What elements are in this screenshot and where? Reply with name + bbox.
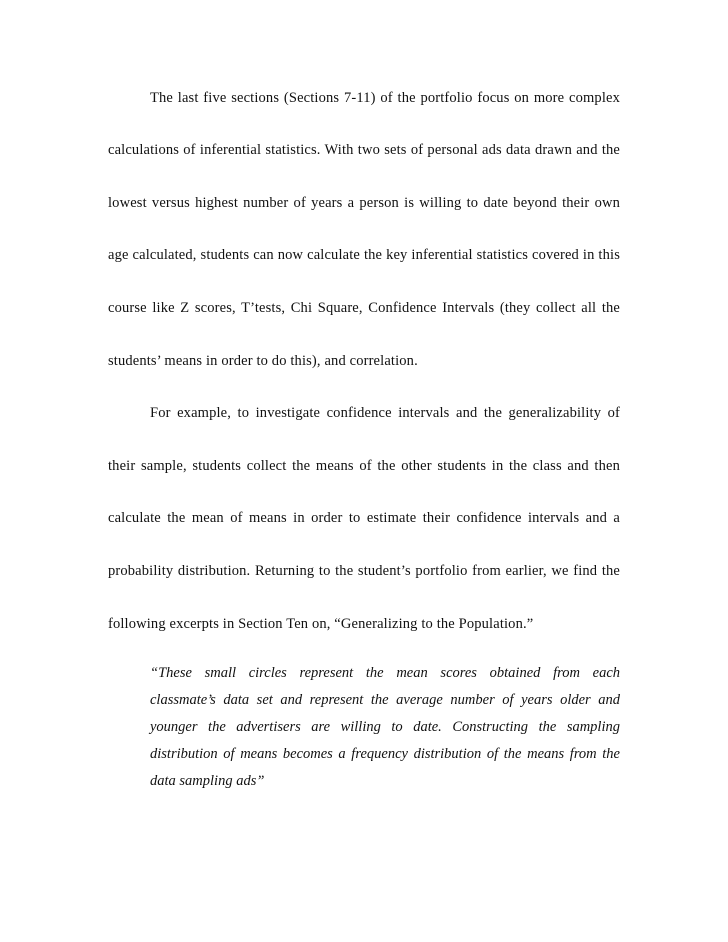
quote-line-4: distribution of means becomes a frequency distribution of the means from the <box>150 746 620 762</box>
paragraph-2-line-1: For example, to investigate confidence intervals and the generalizability of <box>150 405 620 421</box>
paragraph-1-line-1: The last five sections (Sections 7-11) of the portfolio focus on more complex <box>150 90 620 106</box>
quote-line-3: younger the advertisers are willing to date. Constructing the sampling <box>150 719 620 735</box>
paragraph-2-line-5: following excerpts in Section Ten on, “Generalizing to the Population.” <box>108 616 534 632</box>
paragraph-2-line-4: probability distribution. Returning to the student’s portfolio from earlier, we find the <box>108 563 620 579</box>
paragraph-1-line-5: course like Z scores, T’tests, Chi Square, Confidence Intervals (they collect all the <box>108 300 620 316</box>
quote-line-5: data sampling ads” <box>150 773 265 789</box>
paragraph-1-line-3: lowest versus highest number of years a person is willing to date beyond their own <box>108 195 620 211</box>
quote-line-1: “These small circles represent the mean scores obtained from each <box>150 665 620 681</box>
paragraph-1-line-2: calculations of inferential statistics. With two sets of personal ads data drawn and the <box>108 142 620 158</box>
paragraph-1-line-4: age calculated, students can now calculate the key inferential statistics covered in this <box>108 247 620 263</box>
quote-line-2: classmate’s data set and represent the average number of years older and <box>150 692 620 708</box>
paragraph-2-line-2: their sample, students collect the means of the other students in the class and then <box>108 458 620 474</box>
paragraph-2-line-3: calculate the mean of means in order to estimate their confidence intervals and a <box>108 510 620 526</box>
paragraph-1-line-6: students’ means in order to do this), and correlation. <box>108 353 418 369</box>
